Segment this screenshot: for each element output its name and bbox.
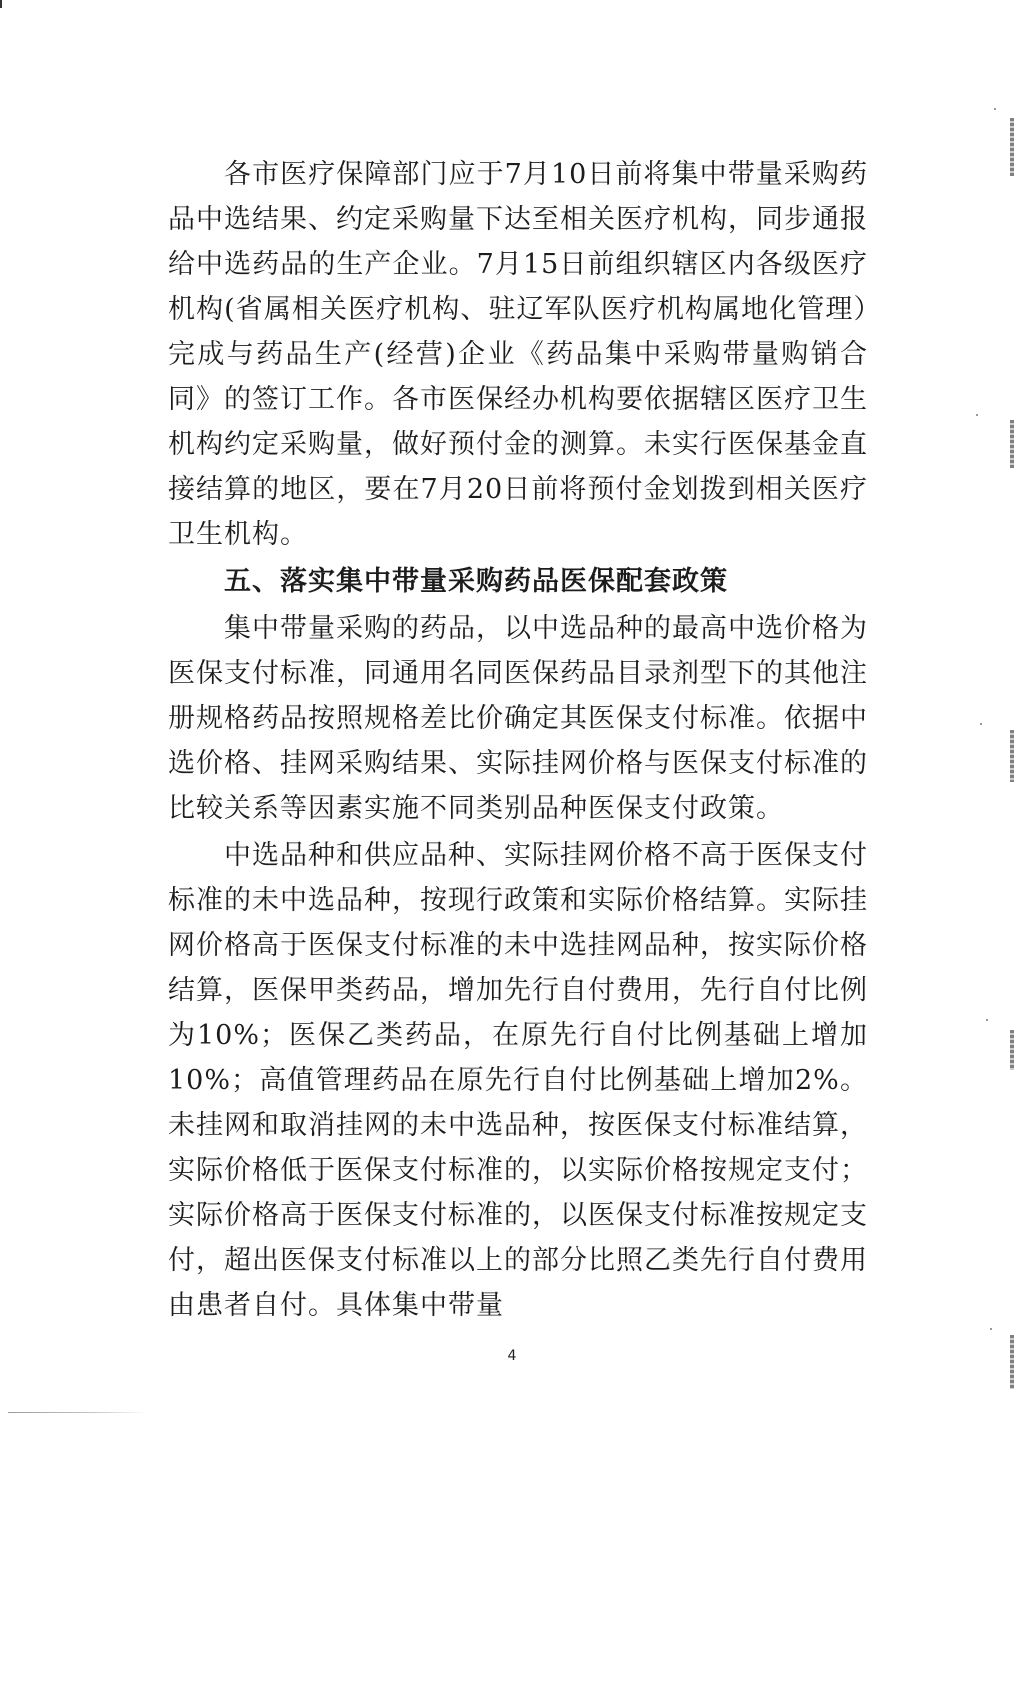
scan-speck [994, 108, 996, 110]
scan-edge-mark [1010, 118, 1014, 176]
scan-corner-mark [0, 0, 2, 8]
page-number: 4 [507, 1348, 517, 1364]
scan-speck [980, 723, 982, 725]
scan-edge-mark [1010, 1030, 1014, 1070]
paragraph-purchase-results: 各市医疗保障部门应于7月10日前将集中带量采购药品中选结果、约定采购量下达至相关医疗机构，同步通报给中选药品的生产企业。7月15日前组织辖区内各级医疗机构(省属相关医疗机构、驻辽军队医疗机构属地化管理）完成与药品生产(经营)企业《药品集中采购带量购销合同》的签订工作。各市医保经办机构要依据辖区医疗卫生机构约定采购量，做好预付金的测算。未实行医保基金直接结算的地区，要在7月20日前将预付金划拨到相关医疗卫生机构。 [168, 159, 868, 550]
scan-edge-mark [1010, 730, 1014, 782]
document-body [168, 152, 868, 1328]
scan-speck [986, 1019, 988, 1021]
paragraph-settlement-policy: 中选品种和供应品种、实际挂网价格不高于医保支付标准的未中选品种，按现行政策和实际价格结算。实际挂网价格高于医保支付标准的未中选挂网品种，按实际价格结算，医保甲类药品，增加先行自付费用，先行自付比例为10%；医保乙类药品，在原先行自付比例基础上增加10%；高值管理药品在原先行自付比例基础上增加2%。未挂网和取消挂网的未中选品种，按医保支付标准结算，实际价格低于医保支付标准的，以实际价格按规定支付；实际价格高于医保支付标准的，以医保支付标准按规定支付，超出医保支付标准以上的部分比照乙类先行自付费用由患者自付。具体集中带量 [168, 840, 868, 1321]
paragraph-payment-standard: 集中带量采购的药品，以中选品种的最高中选价格为医保支付标准，同通用名同医保药品目录剂型下的其他注册规格药品按照规格差比价确定其医保支付标准。依据中选价格、挂网采购结果、实际挂网价格与医保支付标准的比较关系等因素实施不同类别品种医保支付政策。 [168, 613, 868, 824]
scan-edge-mark [1010, 1335, 1014, 1389]
scan-speck [976, 414, 978, 416]
section-heading-5: 五、落实集中带量采购药品医保配套政策 [224, 566, 728, 597]
scan-edge-mark [1010, 420, 1014, 468]
scan-edge-line [8, 1412, 148, 1413]
scan-speck [990, 1328, 992, 1330]
